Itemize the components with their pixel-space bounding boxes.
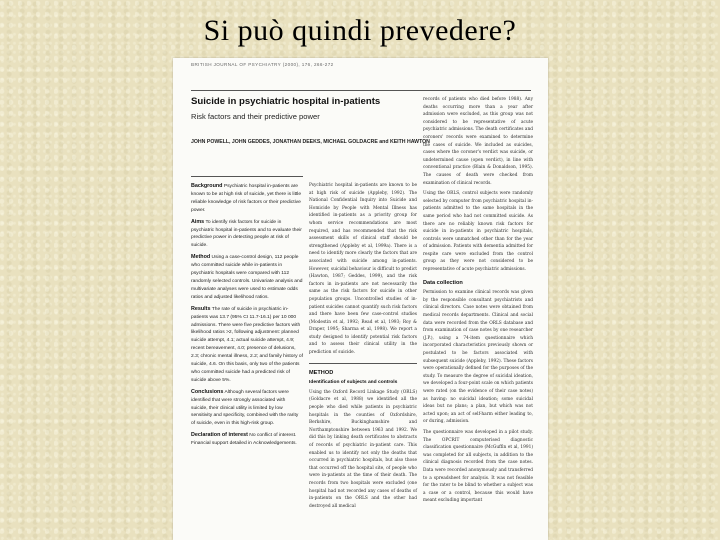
article-subtitle: Risk factors and their predictive power bbox=[191, 112, 320, 121]
method-rule bbox=[309, 363, 417, 364]
body-column-3 bbox=[423, 96, 533, 508]
header-rule bbox=[191, 90, 531, 91]
abstract-label: Conclusions bbox=[191, 388, 224, 395]
abstract-aims bbox=[191, 219, 303, 251]
abstract-text: Although several factors were identified that were strongly associated with suicide, their clinical utility is limited by low sensitivity and specificity, combined with the rarity of suicide, even in this high-risk group. bbox=[191, 389, 299, 427]
abstract-results bbox=[191, 306, 303, 385]
abstract-label: Results bbox=[191, 305, 211, 312]
method-paragraph: Using the Oxford Record Linkage Study (ORLS) (Goldacre et al, 1988) we identified all the people who died while patients in psychiatric hospitals in the counties of Oxfordshire, Berkshire, Buckinghamshire and Northamptonshire between 1963 and 1992. We did this by linking death certificates to abstracts of records of psychiatric in-patient care. This enabled us to identify not only the deaths that occurred in psychiatric hospitals, but also those that occurred off the hospital site, of people who were in-patients at the time of their death. The records from two hospitals were excluded (one hospital had not recorded any cases of deaths of in-patients on the ORLS and the other had destroyed all medical bbox=[309, 389, 417, 509]
abstract-declaration bbox=[191, 432, 303, 448]
data-collection-heading: Data collection bbox=[423, 279, 463, 286]
abstract-method bbox=[191, 254, 303, 301]
abstract-label: Background bbox=[191, 183, 223, 189]
col3-paragraph: Using the ORLS, control subjects were randomly selected by computer from psychiatric hospital in-patients admitted to the same hospitals in the same period who had not committed suicide. As there are no reliably known risk factors for suicide in in-patients in psychiatric hospitals, controls were unmatched other than for the year of admission. Patients with dementia admitted for respite care were excluded from the control group as they were not considered to be representative of acute psychiatric admissions. bbox=[423, 191, 533, 273]
data-paragraph: Permission to examine clinical records was given by the responsible consultant psychiatrists and clinical directors. Case notes were obtained from medical records departments. Clinical and social data were recorded from the ORLS database and from examination of case notes by one researcher (J.P.), using a 74-item questionnaire which incorporated characteristics previously shown or postulated to be factors associated with subsequent suicide (Appleby, 1992). These factors were operationally defined for the purposes of the study. To measure the degree of suicidal ideation, we developed a four-point scale on which patients were rated (on the evidence of their case notes) as having: no suicidal ideation; some suicidal ideas but no plans; a plan, but which was not acted upon; an act of self-harm either leading to, or during, admission. bbox=[423, 290, 533, 425]
intro-paragraph: Psychiatric hospital in-patients are known to be at high risk of suicide (Appleby, 1992). The National Confidential Inquiry into Suicide and Homicide by People with Mental Illness has identified in-patients as a priority group for whom service recommendations are most required, and has recommended that the risk assessment skills of clinical staff should be strengthened (Appleby et al, 1999a). There is a need to identify more clearly the factors that are associated with suicide among in-patients. However, suicidal behaviour is difficult to predict (Hawton, 1987; Geddes, 1999), and the risk factors in in-patients are not necessarily the same as the risk factors for suicide in other population groups. Uncontrolled studies of in-patient suicides cannot quantify such risk factors and there have been few case-control studies (Modestin et al, 1992; Read et al, 1993; Roy & Draper, 1995; Sharma et al, 1998). We report a study designed to identify potential risk factors and to assess their clinical utility in the prediction of suicide. bbox=[309, 183, 417, 356]
article-page bbox=[173, 58, 548, 540]
method-subheading: Identification of subjects and controls bbox=[309, 380, 398, 386]
abstract-text: The rate of suicide in psychiatric in-patients was 13.7 (95% CI 11.7-16.1) per 10 000 admissions. There were five predictive factors with likelihood ratios >2, following adjustment: planned suicide attempt, 4.1; actual suicide attempt, 4.9; recent bereavement, 4.0; presence of delusions, 2.3; chronic mental illness, 2.2; and family history of suicide, 4.6. On this basis, only two of the patients who committed suicide had a predicted risk of suicide above 5%. bbox=[191, 306, 303, 383]
method-heading: METHOD bbox=[309, 369, 334, 376]
abstract-text: Psychiatric hospital in-patients are known to be at high risk of suicide, yet there is little reliable knowledge of risk factors or their predictive power. bbox=[191, 184, 302, 213]
abstract-background bbox=[191, 183, 303, 215]
body-column-2 bbox=[309, 182, 417, 513]
data-paragraph: The questionnaire was developed in a pilot study. The OPCRIT computerised diagnostic classification questionnaire (McGuffin et al, 1991) was completed for all subjects, in addition to the clinical diagnosis recorded from the case notes. Data were recorded anonymously and transferred to a spreadsheet for analysis. It was not feasible for the rater to be blind to whether a subject was a case or a control, because this would have meant excluding important bbox=[423, 429, 533, 504]
abstract-rule bbox=[191, 176, 303, 177]
abstract-text: Using a case-control design, 112 people who committed suicide while in-patients in psychiatric hospitals were compared with 112 randomly selected controls. Univariate analysis and multivariate analyses were used to estimate odds ratios and adjusted likelihood ratios. bbox=[191, 255, 303, 300]
article-title: Suicide in psychiatric hospital in-patients bbox=[191, 96, 381, 107]
abstract bbox=[191, 183, 303, 452]
abstract-label: Declaration of interest bbox=[191, 432, 248, 439]
journal-header: BRITISH JOURNAL OF PSYCHIATRY (2000), 176, 266-272 bbox=[191, 62, 334, 67]
abstract-label: Aims bbox=[191, 218, 205, 225]
abstract-label: Method bbox=[191, 254, 211, 261]
article-authors: JOHN POWELL, JOHN GEDDES, JONATHAN DEEKS, MICHAEL GOLDACRE and KEITH HAWTON bbox=[191, 139, 430, 145]
abstract-text: To identify risk factors for suicide in psychiatric hospital in-patients and to evaluate their predictive power in detecting people at risk of suicide. bbox=[191, 219, 302, 249]
col3-paragraph: records of patients who died before 1988). Any deaths occurring more than a year after admission were excluded, as this group was not considered to be representative of acute psychiatric admissions. The death certificates and coroners' records were examined to determine the cases of suicide. We included as suicides, cases where the coroner's verdict was suicide, or undetermined cause (open verdict), in line with conventional practice (Blain & Donaldson, 1995). The causes of death were checked from examination of clinical records. bbox=[423, 97, 533, 186]
slide-title: Si può quindi prevedere? bbox=[203, 14, 517, 47]
abstract-conclusions bbox=[191, 389, 303, 429]
abstract-text: No conflict of interest. Financial support detailed in Acknowledgements. bbox=[191, 433, 297, 447]
